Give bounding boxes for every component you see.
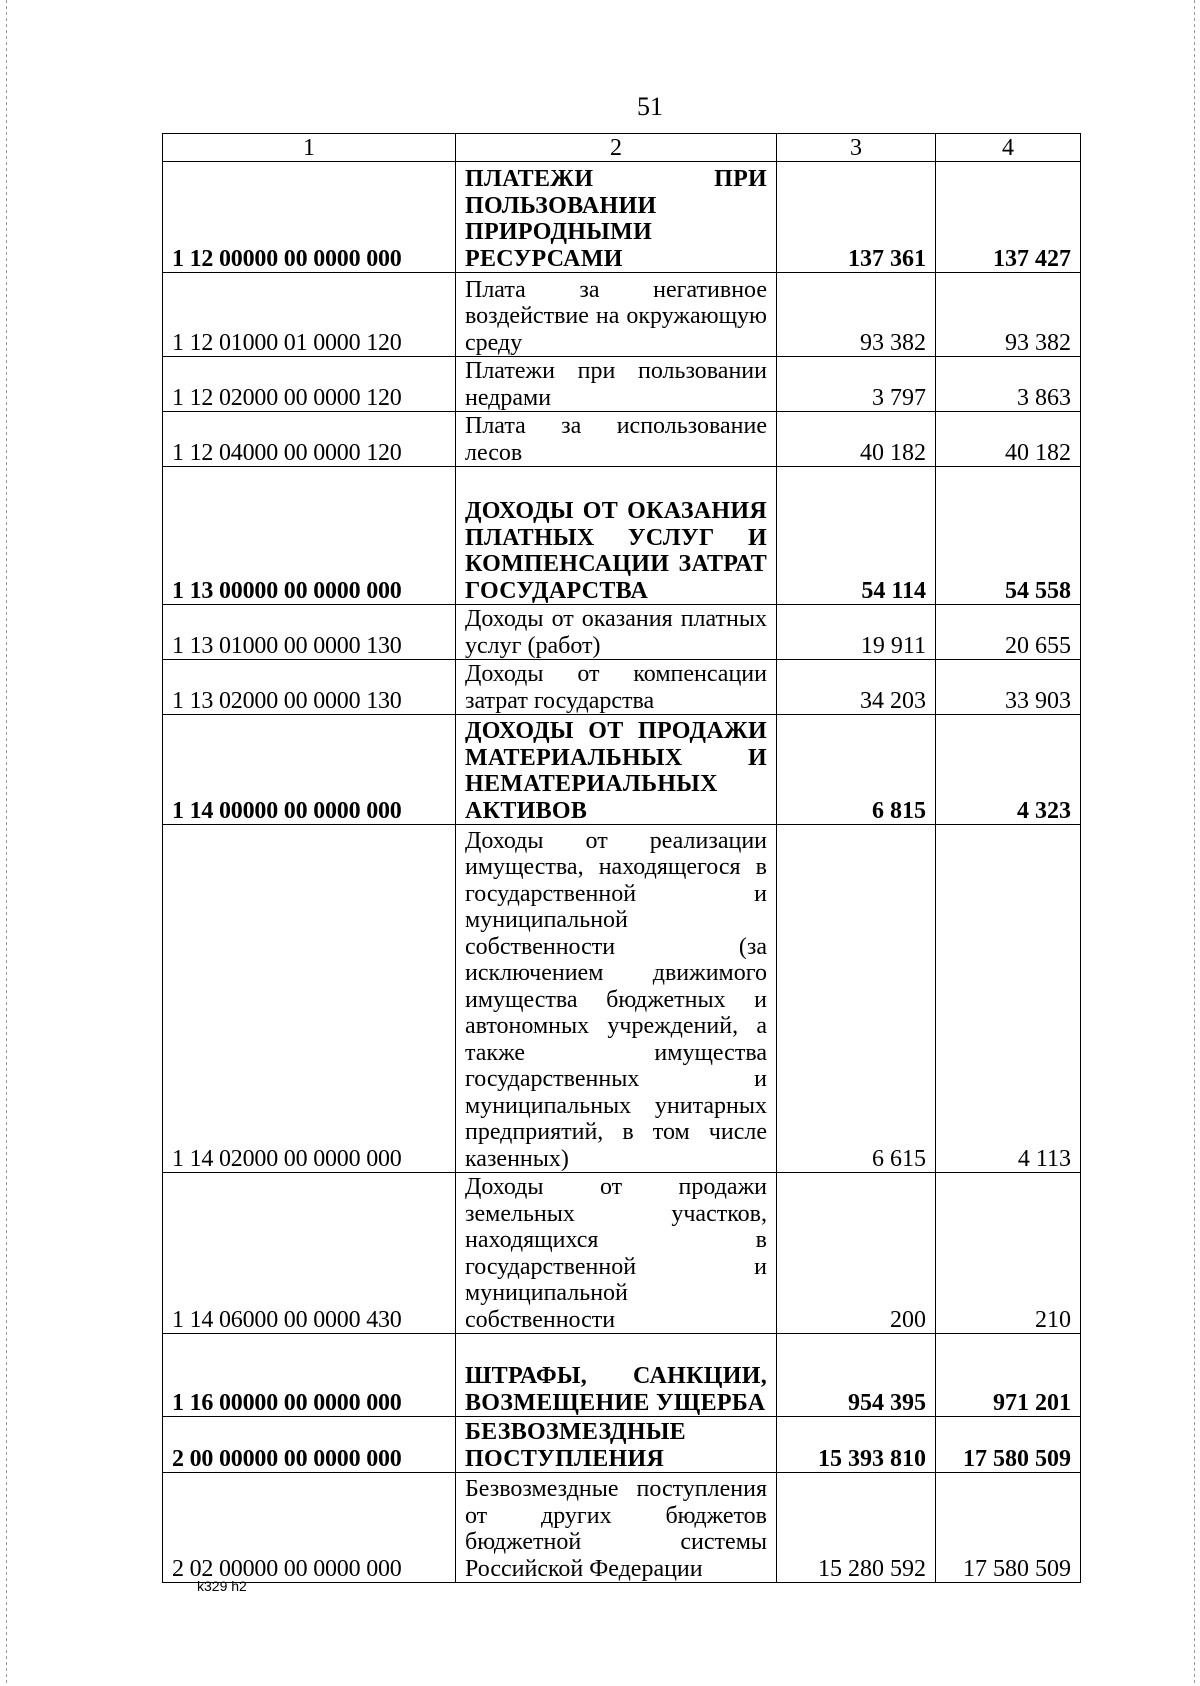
row-value-col3: 40 182 — [777, 412, 936, 467]
row-code: 1 13 00000 00 0000 000 — [163, 467, 456, 605]
page-number: 51 — [637, 92, 663, 121]
row-value-col3: 200 — [777, 1173, 936, 1334]
row-value-col4: 93 382 — [936, 273, 1081, 357]
row-value-col4: 210 — [936, 1173, 1081, 1334]
row-code: 1 14 02000 00 0000 000 — [163, 825, 456, 1173]
table-row — [163, 1173, 1081, 1334]
row-value-col3: 6 815 — [777, 715, 936, 825]
row-code: 2 02 00000 00 0000 000 — [163, 1473, 456, 1583]
row-name: Доходы от оказания платных услуг (работ) — [456, 605, 777, 660]
row-value-col4: 54 558 — [936, 467, 1081, 605]
table-row — [163, 273, 1081, 357]
row-value-col4: 17 580 509 — [936, 1417, 1081, 1473]
row-value-col3: 137 361 — [777, 162, 936, 273]
row-value-col3: 93 382 — [777, 273, 936, 357]
row-value-col4: 33 903 — [936, 660, 1081, 715]
header-cell-3: 3 — [777, 134, 936, 162]
row-value-col3: 6 615 — [777, 825, 936, 1173]
table-row — [163, 715, 1081, 825]
row-code: 1 12 02000 00 0000 120 — [163, 357, 456, 412]
row-value-col3: 15 280 592 — [777, 1473, 936, 1583]
table-row — [163, 660, 1081, 715]
table-row — [163, 1417, 1081, 1473]
row-name: БЕЗВОЗМЕЗДНЫЕ ПОСТУПЛЕНИЯ — [456, 1417, 777, 1473]
row-value-col4: 4 113 — [936, 825, 1081, 1173]
table-row — [163, 825, 1081, 1173]
row-value-col4: 40 182 — [936, 412, 1081, 467]
header-cell-1: 1 — [163, 134, 456, 162]
row-code: 1 12 01000 01 0000 120 — [163, 273, 456, 357]
row-code: 1 12 00000 00 0000 000 — [163, 162, 456, 273]
scan-edge-right — [1194, 0, 1195, 1686]
scan-edge-left — [6, 0, 7, 1686]
footer-mark: k329 h2 — [197, 1578, 247, 1594]
row-value-col4: 20 655 — [936, 605, 1081, 660]
row-value-col4: 971 201 — [936, 1334, 1081, 1417]
row-value-col3: 954 395 — [777, 1334, 936, 1417]
row-value-col3: 19 911 — [777, 605, 936, 660]
header-cell-2: 2 — [456, 134, 777, 162]
budget-table — [162, 133, 1081, 1583]
table-header-row — [163, 134, 1081, 162]
row-code: 2 00 00000 00 0000 000 — [163, 1417, 456, 1473]
header-cell-4: 4 — [936, 134, 1081, 162]
row-code: 1 14 00000 00 0000 000 — [163, 715, 456, 825]
row-value-col3: 34 203 — [777, 660, 936, 715]
row-name: ДОХОДЫ ОТ ПРОДАЖИ МАТЕРИАЛЬНЫХ И НЕМАТЕРИАЛЬНЫХ АКТИВОВ — [456, 715, 777, 825]
row-name: Доходы от компенсации затрат государства — [456, 660, 777, 715]
row-value-col3: 54 114 — [777, 467, 936, 605]
row-value-col3: 3 797 — [777, 357, 936, 412]
row-value-col4: 17 580 509 — [936, 1473, 1081, 1583]
row-value-col4: 137 427 — [936, 162, 1081, 273]
row-code: 1 13 02000 00 0000 130 — [163, 660, 456, 715]
table-row — [163, 1334, 1081, 1417]
row-name: Плата за негативное воздействие на окружающую среду — [456, 273, 777, 357]
table-row — [163, 467, 1081, 605]
row-value-col4: 3 863 — [936, 357, 1081, 412]
row-name: ПЛАТЕЖИ ПРИ ПОЛЬЗОВАНИИ ПРИРОДНЫМИ РЕСУРСАМИ — [456, 162, 777, 273]
table-row — [163, 605, 1081, 660]
row-name: Доходы от продажи земельных участков, находящихся в государственной и муниципальной собственности — [456, 1173, 777, 1334]
table-row — [163, 162, 1081, 273]
row-name: Безвозмездные поступления от других бюджетов бюджетной системы Российской Федерации — [456, 1473, 777, 1583]
row-code: 1 14 06000 00 0000 430 — [163, 1173, 456, 1334]
row-name: ШТРАФЫ, САНКЦИИ, ВОЗМЕЩЕНИЕ УЩЕРБА — [456, 1334, 777, 1417]
row-value-col3: 15 393 810 — [777, 1417, 936, 1473]
table-row — [163, 357, 1081, 412]
row-name: Платежи при пользовании недрами — [456, 357, 777, 412]
row-name: ДОХОДЫ ОТ ОКАЗАНИЯ ПЛАТНЫХ УСЛУГ И КОМПЕНСАЦИИ ЗАТРАТ ГОСУДАРСТВА — [456, 467, 777, 605]
row-value-col4: 4 323 — [936, 715, 1081, 825]
row-code: 1 12 04000 00 0000 120 — [163, 412, 456, 467]
row-name: Доходы от реализации имущества, находящегося в государственной и муниципальной собственности (за исключением движимого имущества бюджетных и автономных учреждений, а также имущества государственных и муниципальных унитарных предприятий, в том числе казенных) — [456, 825, 777, 1173]
row-name: Плата за использование лесов — [456, 412, 777, 467]
row-code: 1 16 00000 00 0000 000 — [163, 1334, 456, 1417]
row-code: 1 13 01000 00 0000 130 — [163, 605, 456, 660]
table-row — [163, 1473, 1081, 1583]
table-row — [163, 412, 1081, 467]
